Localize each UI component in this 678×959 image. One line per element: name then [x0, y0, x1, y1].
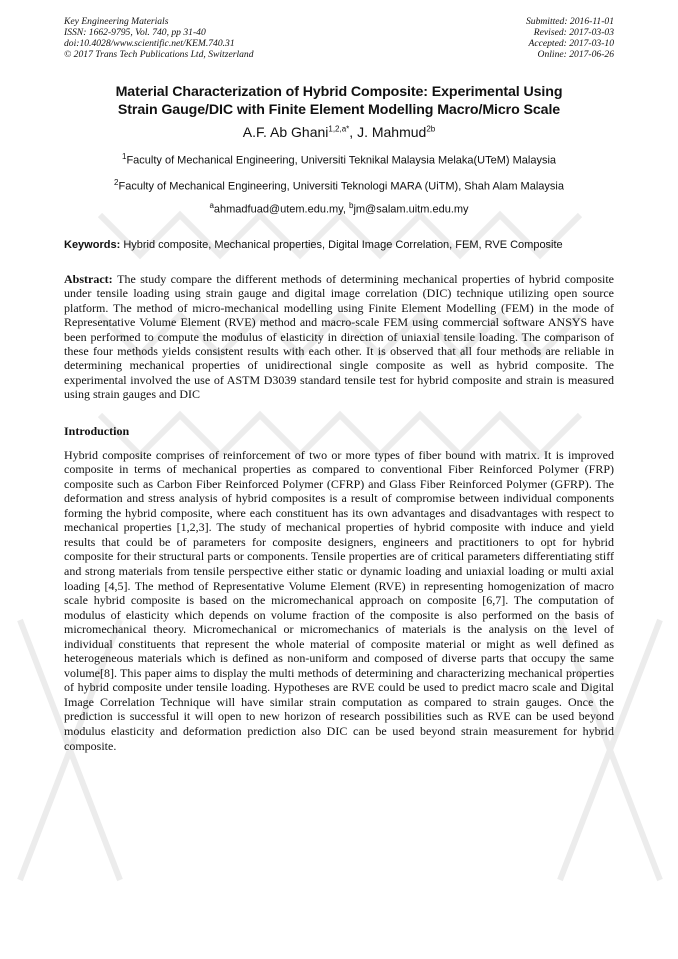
author-2-affil: 2b: [426, 124, 436, 134]
affiliation-2: $^2$Faculty of Mechanical Engineering, Universiti Teknologi MARA (UiTM), Shah Alam Malaysia: [114, 177, 564, 193]
author-separator: ,: [349, 124, 358, 140]
keywords-text: Hybrid composite, Mechanical properties, Digital Image Correlation, FEM, RVE Composite: [123, 238, 563, 251]
keywords-label: Keywords:: [64, 238, 121, 251]
doi: doi:10.4028/www.scientific.net/KEM.740.31: [64, 38, 235, 49]
email-1: ahmadfuad@utem.edu.my: [213, 203, 343, 216]
keywords: [64, 238, 614, 252]
author-emails: $^a$ahmadfuad@utem.edu.my, $^b$jm@salam.uitm.edu.my: [209, 201, 469, 216]
paper-title: [64, 84, 614, 119]
abstract-label: Abstract:: [64, 271, 113, 286]
online-date: Online: 2017-06-26: [537, 49, 614, 60]
author-1-affil: 1,2,a*: [328, 124, 350, 134]
submitted-date: Submitted: 2016-11-01: [525, 16, 614, 27]
title-line-1: Material Characterization of Hybrid Composite: Experimental Using: [115, 84, 563, 100]
authors: [64, 124, 614, 140]
abstract: [64, 272, 614, 402]
affiliation-1: $^1$Faculty of Mechanical Engineering, Universiti Teknikal Malaysia Melaka(UTeM) Malaysia: [121, 152, 557, 167]
publication-header: [64, 16, 614, 60]
author-2: J. Mahmud: [357, 124, 427, 140]
author-1: A.F. Ab Ghani: [242, 124, 329, 140]
copyright: © 2017 Trans Tech Publications Ltd, Switzerland: [64, 49, 254, 60]
introduction-heading: Introduction: [64, 423, 130, 438]
journal-name: Key Engineering Materials: [64, 16, 169, 27]
revised-date: Revised: 2017-03-03: [533, 27, 614, 38]
accepted-date: Accepted: 2017-03-10: [528, 38, 614, 49]
issn: ISSN: 1662-9795, Vol. 740, pp 31-40: [64, 27, 206, 38]
email-2: jm@salam.uitm.edu.my: [353, 203, 469, 216]
publication-dates: [526, 16, 614, 60]
title-line-2: Strain Gauge/DIC with Finite Element Modelling Macro/Micro Scale: [117, 101, 561, 118]
abstract-text: The study compare the different methods of determining mechanical properties of hybrid composite under tensile loading using strain gauge and digital image correlation (DIC) technique utilizing open source platform. The method of micro-mechanical modelling using Finite Element Modelling (FEM) in the mode of Representative Volume Element (RVE) method and macro-scale FEM using commercial software ANSYS have been performed to compute the modulus of elasticity in direction of uniaxial tensile loading. The comparison of these four methods yields consistent results with each other. It is observed that all four methods are reliable in determining mechanical properties of unidirectional single composite as well as hybrid composite. The experimental involved the use of ASTM D3039 standard tensile test for hybrid composite and strain is measured using strain gauges and DIC: [64, 271, 615, 402]
introduction-text: Hybrid composite comprises of reinforcement of two or more types of fiber bound with matrix. It is improved composite in terms of mechanical properties as compared to conventional Fiber Reinforced Polymer (FRP) composite such as Carbon Fiber Reinforced Polymer (CFRP) and Glass Fiber Reinforced Polymer (GFRP). The deformation and stress analysis of hybrid composites is a result of compromise between individual components forming the hybrid composite, where each constituent has its own advantages and disadvantages with respect to mechanical properties [1,2,3]. The study of mechanical properties of hybrid composite with induce and yield results that could be of parameters for composite designers, engineers and practitioners to opt for hybrid composite for their structural parts or components. Tensile properties are of critical parameters differentiating stiff and strong materials from tensile perspective either static or dynamic loading and uniaxial loading or multi axial loading [4,5]. The method of Representative Volume Element (RVE) in representing homogenization of macro scale hybrid composite is based on the micromechanical approach on composite [6,7]. The computation of modulus of elasticity which depends on volume fraction of the composite is also performed on the basis of micromechanical theory. Micromechanical or micromechanics of materials is the analysis on the level of individual constituents that represent the whole material of composite material or might as well defined as heterogeneous materials which is defined as non-uniform and composed of diverse parts that occupy the same volume[8]. This paper aims to display the multi methods of determining and characterizing mechanical properties of hybrid composite under tensile loading. Hypotheses are RVE could be used to predict macro scale and Digital Image Correlation Technique will have similar strain computation as compared to strain gauges. Once the prediction is successful it will open to new horizon of research possibilities such as RVE can be used beyond modulus elasticity and deformation prediction also DIC can be used beyond strain measurement for hybrid composite.: [64, 447, 614, 753]
publication-info: [64, 16, 254, 60]
